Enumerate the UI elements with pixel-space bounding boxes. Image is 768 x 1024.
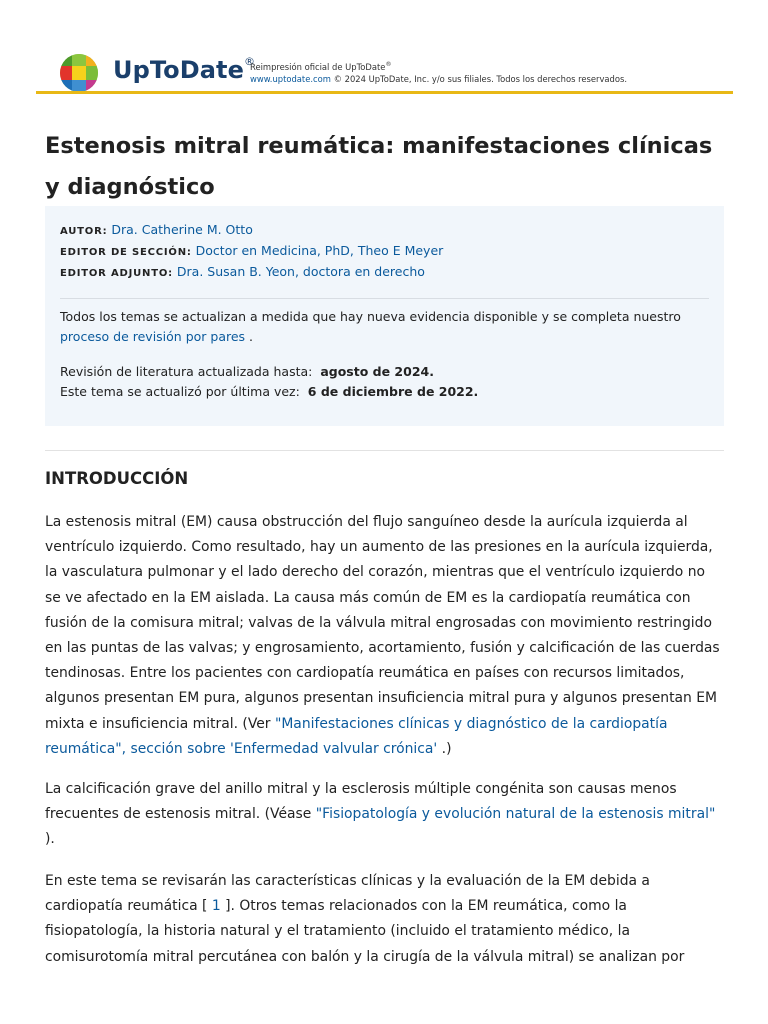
section-editor-line: EDITOR DE SECCIÓN: Doctor en Medicina, PhD, Theo E Meyer <box>60 243 444 258</box>
author-line: AUTOR: Dra. Catherine M. Otto <box>60 222 253 237</box>
intro-paragraph-2: La calcificación grave del anillo mitral y la esclerosis múltiple congénita son causas menos frecuentes de estenosis mitral. (Véase "Fisiopatología y evolución natural de la estenosis mitral" ). <box>45 781 716 848</box>
review-dates: Revisión de literatura actualizada hasta: agosto de 2024. Este tema se actualizó por última vez: 6 de diciembre de 2022. <box>60 364 479 399</box>
reprint-notice: Reimpresión oficial de UpToDate® www.uptodate.com © 2024 UpToDate, Inc. y/o sus filiales. Todos los derechos reservados. <box>250 61 628 84</box>
site-header <box>0 0 768 95</box>
deputy-editor-link[interactable]: Dra. Susan B. Yeon, doctora en derecho <box>176 264 425 279</box>
topic-info-box <box>45 206 724 426</box>
uptodate-link[interactable]: www.uptodate.com <box>250 73 331 84</box>
section-divider <box>45 450 724 451</box>
reference-link-1[interactable]: 1 <box>211 898 221 915</box>
intro-paragraph-1: La estenosis mitral (EM) causa obstrucción del flujo sanguíneo desde la aurícula izquierda al ventrículo izquierdo. Como resultado, hay un aumento de las presiones en la aurícula izquierda, la vasculatura pulmonar y el lado derecho del corazón, mientras que el ventrículo izquierdo no se ve afectado en la EM aislada. La causa más común de EM es la cardiopatía reumática con fusión de la comisura mitral; valvas de la válvula mitral engrosadas con movimiento restringido en las puntas de las valvas; y engrosamiento, acortamiento, fusión y calcificación de las cuerdas tendinosas. Entre los pacientes con cardiopatía reumática en países con recursos limitados, algunos presentan EM pura, algunos presentan insuficiencia mitral pura y algunos presentan EM mixta e insuficiencia mitral. (Ver "Manifestaciones clínicas y diagnóstico de la cardiopatía reumática", sección sobre 'Enfermedad valvular crónica' .) <box>45 514 720 757</box>
deputy-editor-line: EDITOR ADJUNTO: Dra. Susan B. Yeon, doctora en derecho <box>60 264 425 279</box>
section-editor-link[interactable]: Doctor en Medicina, PhD, Theo E Meyer <box>195 243 444 258</box>
rheumatic-heart-disease-link[interactable]: "Manifestaciones clínicas y diagnóstico de la cardiopatía reumática", sección sobre 'Enfermedad valvular crónica' <box>45 715 668 757</box>
pathophysiology-link[interactable]: "Fisiopatología y evolución natural de la estenosis mitral" <box>315 806 716 823</box>
intro-paragraph-3: En este tema se revisarán las características clínicas y la evaluación de la EM debida a cardiopatía reumática [ 1 ]. Otros temas relacionados con la EM reumática, como la fisiopatología, la historia natural y el tratamiento (incluido el tratamiento médico, la comisurotomía mitral percutánea con balón y la cirugía de la válvula mitral) se analizan por <box>45 873 685 965</box>
peer-review-notice: Todos los temas se actualizan a medida que hay nueva evidencia disponible y se completa nuestro proceso de revisión por pares . <box>60 309 681 344</box>
section-heading-introduction: INTRODUCCIÓN <box>45 469 189 488</box>
brand-name[interactable]: UpToDate® <box>113 55 256 84</box>
author-link[interactable]: Dra. Catherine M. Otto <box>111 222 253 237</box>
page-title: Estenosis mitral reumática: manifestaciones clínicas y diagnóstico <box>45 133 713 200</box>
uptodate-globe-logo-icon[interactable] <box>59 53 99 93</box>
peer-review-link[interactable]: proceso de revisión por pares <box>60 329 246 344</box>
info-divider <box>60 298 709 299</box>
header-divider <box>36 91 733 94</box>
